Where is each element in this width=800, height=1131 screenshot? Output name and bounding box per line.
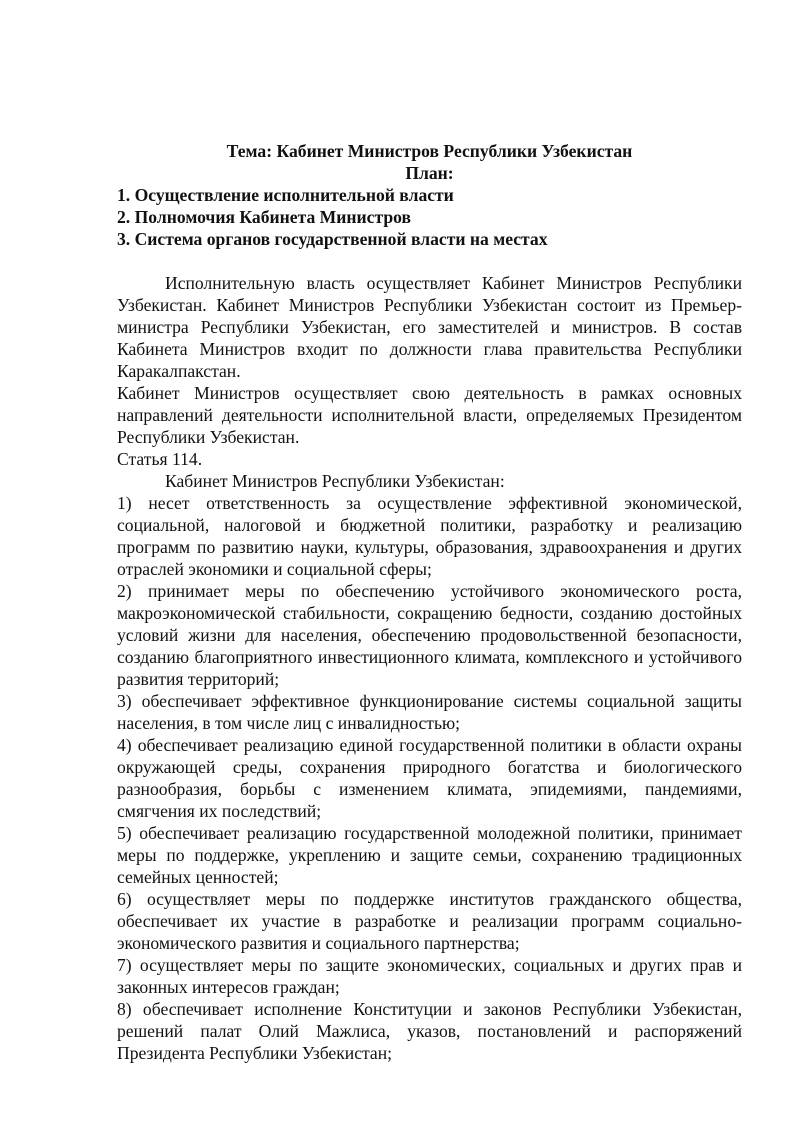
plan-item: 2. Полномочия Кабинета Министров — [117, 207, 411, 227]
activity-paragraph: Кабинет Министров осуществляет свою деятельность в рамках основных направлений деятельности исполнительной власти, определяемых Президентом Республики Узбекистан. — [117, 383, 742, 447]
body-text — [117, 272, 742, 1064]
list-item: 7) осуществляет меры по защите экономических, социальных и других прав и законных интересов граждан; — [117, 955, 742, 997]
list-item: 3) обеспечивает эффективное функционирование системы социальной защиты населения, в том числе лиц с инвалидностью; — [117, 691, 742, 733]
blank-line — [117, 250, 742, 272]
plan-heading: План: — [405, 163, 454, 183]
list-item: 4) обеспечивает реализацию единой государственной политики в области охраны окружающей среды, сохранения природного богатства и биологического разнообразия, борьбы с изменением климата, эпидемиями, пандемиями, смягчения их последствий; — [117, 735, 742, 821]
list-item: 8) обеспечивает исполнение Конституции и законов Республики Узбекистан, решений палат Олий Мажлиса, указов, постановлений и распоряжений Президента Республики Узбекистан; — [117, 999, 742, 1063]
topic-title: Тема: Кабинет Министров Республики Узбекистан — [226, 141, 633, 161]
cabinet-lead: Кабинет Министров Республики Узбекистан: — [165, 471, 505, 491]
document-page — [117, 140, 742, 1064]
title-block — [117, 140, 742, 184]
plan-list — [117, 184, 742, 250]
list-item: 6) осуществляет меры по поддержке институтов гражданского общества, обеспечивает их участие в разработке и реализации программ социально-экономического развития и социального партнерства; — [117, 889, 742, 953]
plan-item: 3. Система органов государственной власти на местах — [117, 229, 548, 249]
list-item: 1) несет ответственность за осуществление эффективной экономической, социальной, налоговой и бюджетной политики, разработку и реализацию программ по развитию науки, культуры, образования, здравоохранения и других отраслей экономики и социальной сферы; — [117, 493, 742, 579]
list-item: 5) обеспечивает реализацию государственной молодежной политики, принимает меры по поддержке, укреплению и защите семьи, сохранению традиционных семейных ценностей; — [117, 823, 742, 887]
intro-paragraph: Исполнительную власть осуществляет Кабинет Министров Республики Узбекистан. Кабинет Министров Республики Узбекистан состоит из Премьер-министра Республики Узбекистан, его заместителей и министров. В состав Кабинета Министров входит по должности глава правительства Республики Каракалпакстан. — [117, 273, 742, 381]
list-item: 2) принимает меры по обеспечению устойчивого экономического роста, макроэкономической стабильности, сокращению бедности, созданию достойных условий жизни для населения, обеспечению продовольственной безопасности, созданию благоприятного инвестиционного климата, комплексного и устойчивого развития территорий; — [117, 581, 742, 689]
article-number: Статья 114. — [117, 449, 203, 469]
plan-item: 1. Осуществление исполнительной власти — [117, 185, 454, 205]
